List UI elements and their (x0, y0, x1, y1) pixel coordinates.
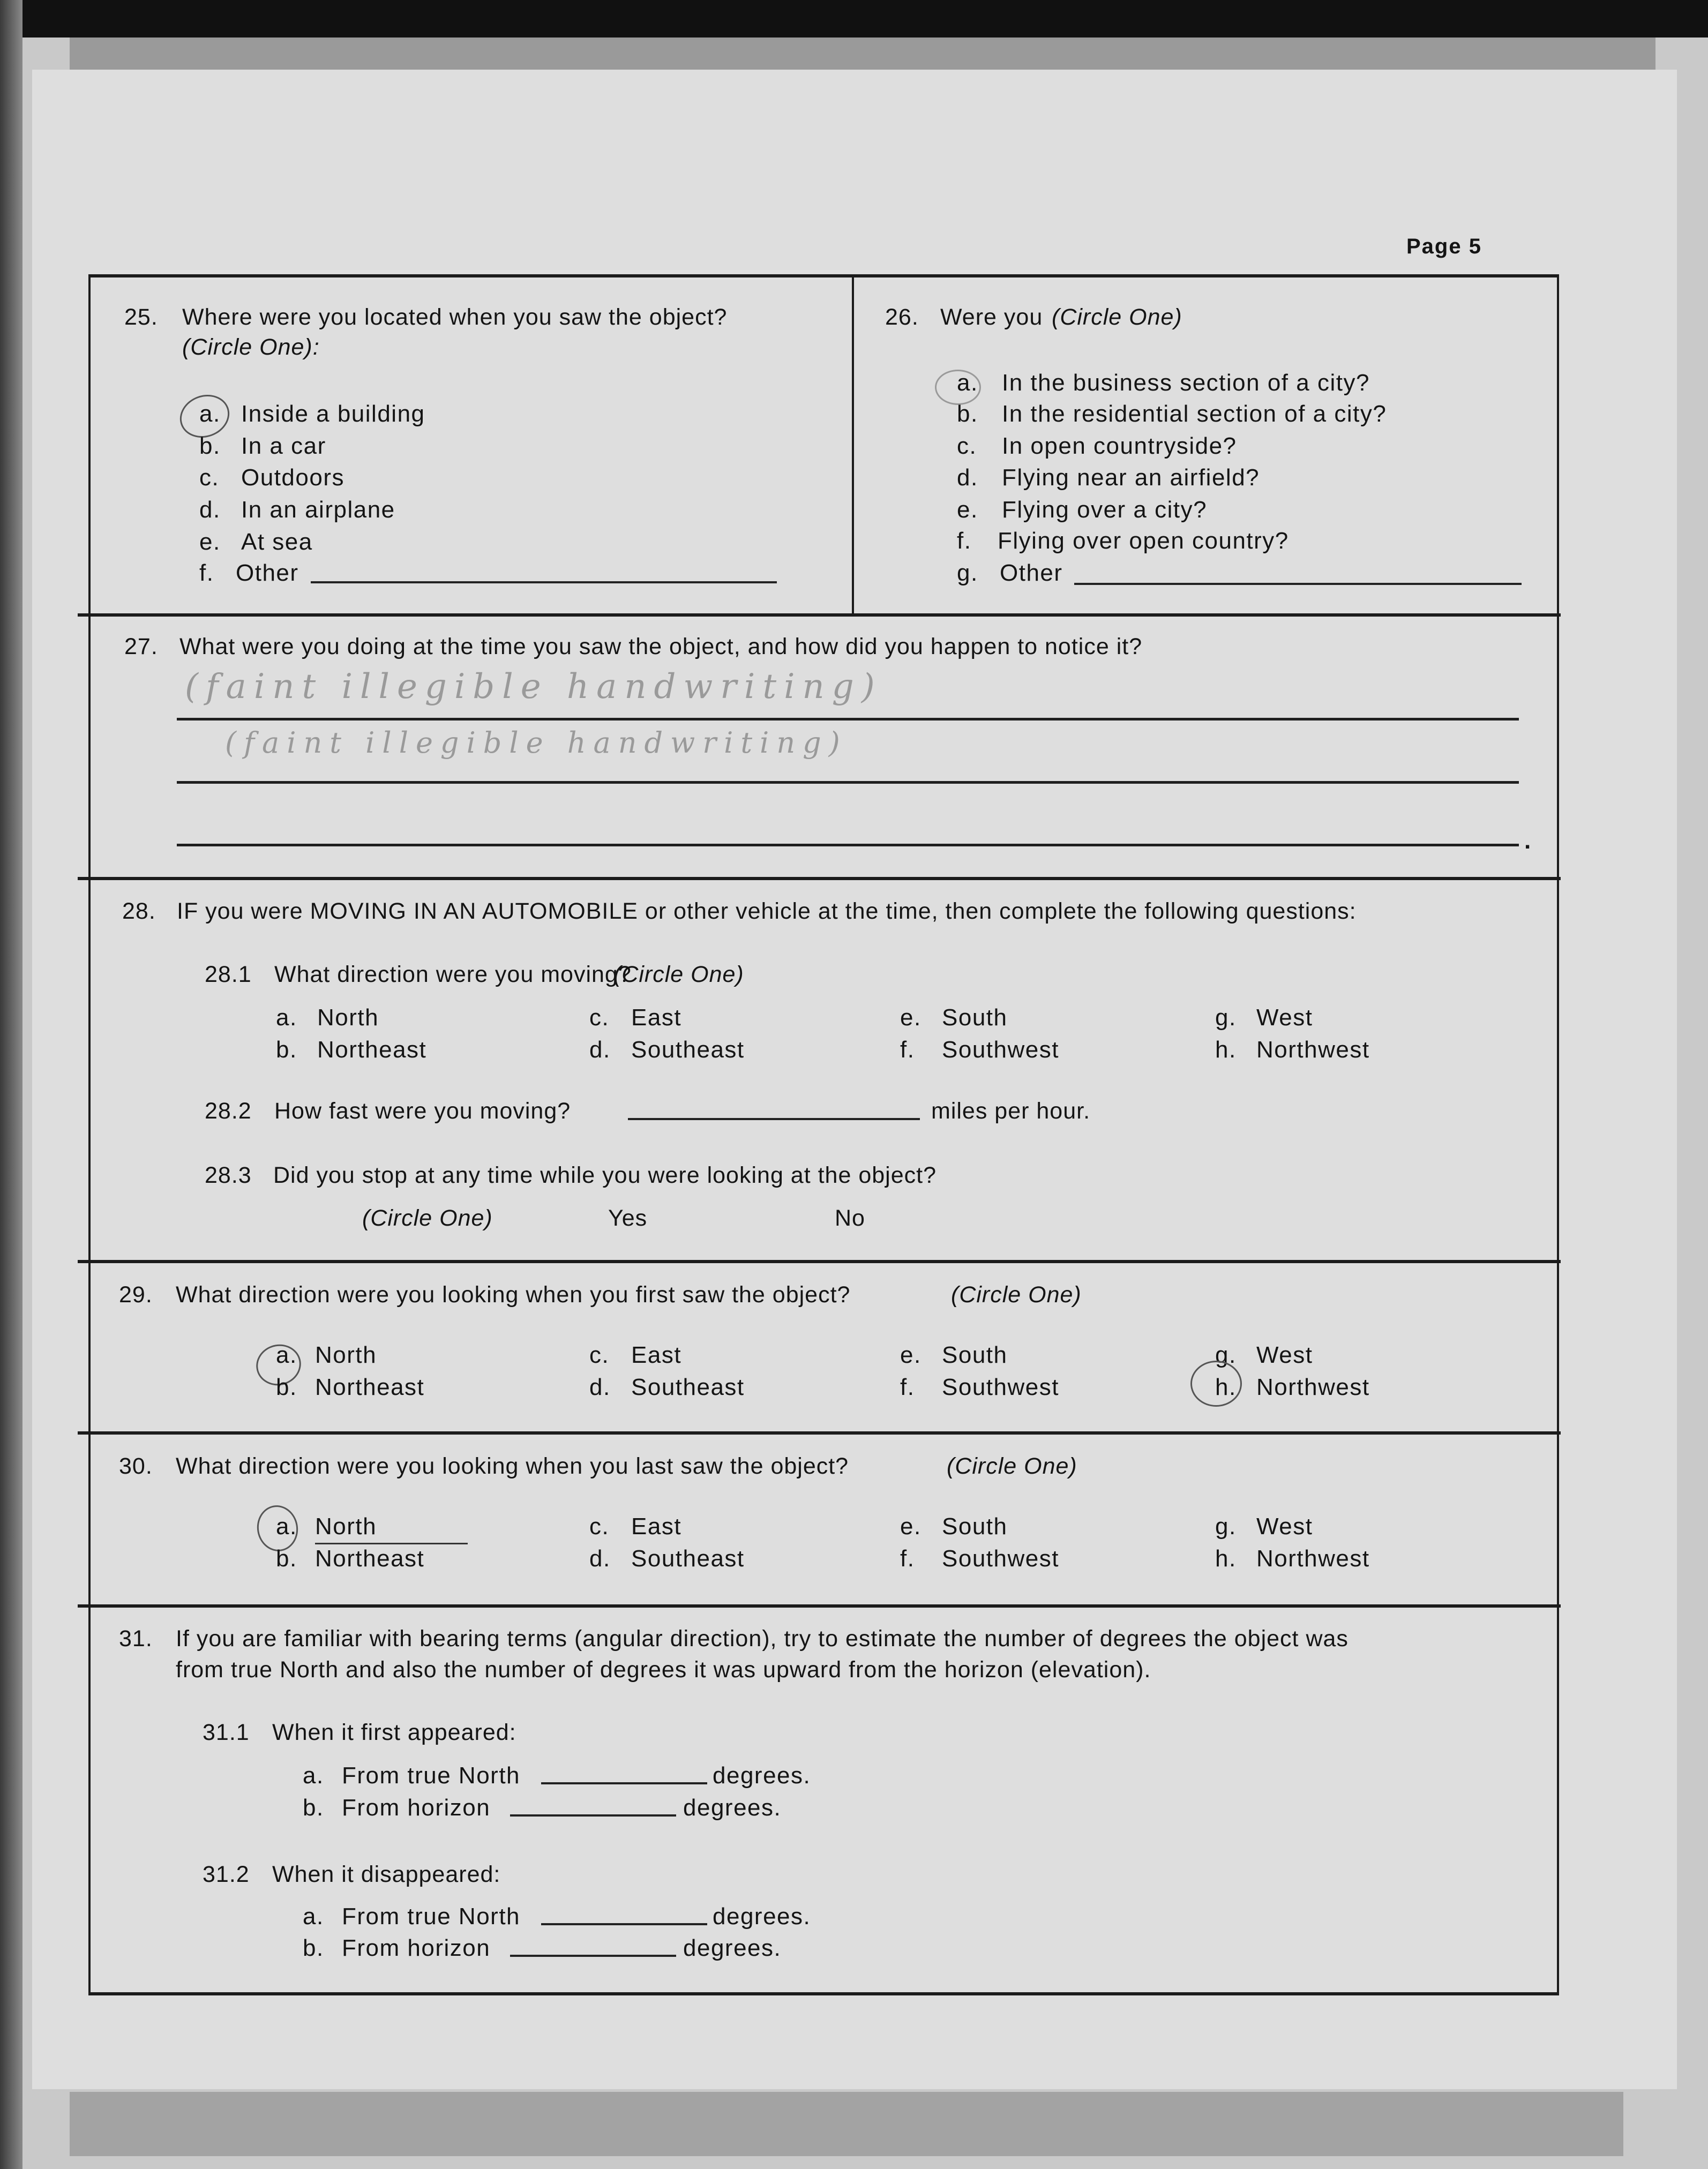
question-number: 30. (119, 1453, 153, 1479)
true-north-label: From true North (342, 1762, 521, 1789)
question-number: 29. (119, 1282, 153, 1308)
option-letter[interactable]: g. (1215, 1513, 1237, 1540)
option-letter[interactable]: c. (957, 433, 977, 459)
option-letter[interactable]: f. (957, 528, 972, 554)
subquestion-number: 28.2 (205, 1098, 252, 1124)
option-letter[interactable]: g. (957, 560, 978, 586)
option-open-countryside[interactable]: In open countryside? (1002, 433, 1237, 459)
circle-one-instruction: (Circle One): (182, 334, 320, 360)
option-yes[interactable]: Yes (608, 1205, 648, 1231)
option-letter[interactable]: h. (1215, 1037, 1237, 1063)
question-text-line-2: from true North and also the number of degrees it was upward from the horizon (elevation). (176, 1657, 1151, 1683)
option-northeast[interactable]: Northeast (315, 1374, 425, 1400)
circle-one-instruction: (Circle One) (951, 1282, 1082, 1308)
option-south[interactable]: South (942, 1342, 1008, 1368)
circle-one-instruction: (Circle One) (1052, 304, 1182, 330)
question-text (177, 898, 1357, 925)
true-north-label: From true North (342, 1903, 521, 1930)
option-south[interactable]: South (942, 1513, 1008, 1540)
horizon-label: From horizon (342, 1795, 491, 1821)
option-letter[interactable]: a. (276, 1004, 297, 1031)
option-flying-near-airfield[interactable]: Flying near an airfield? (1002, 464, 1260, 491)
option-in-an-airplane[interactable]: In an airplane (241, 497, 395, 523)
option-letter[interactable]: e. (900, 1004, 922, 1031)
option-other[interactable]: Other (236, 560, 299, 586)
item-letter: b. (303, 1935, 324, 1961)
option-northwest[interactable]: Northwest (1256, 1545, 1370, 1572)
option-northeast[interactable]: Northeast (315, 1545, 425, 1572)
option-east[interactable]: East (631, 1342, 682, 1368)
subquestion-number: 31.1 (203, 1720, 250, 1745)
page-number: Page 5 (1406, 235, 1482, 258)
option-south[interactable]: South (942, 1004, 1008, 1031)
option-business-section[interactable]: In the business section of a city? (1002, 370, 1370, 396)
option-in-a-car[interactable]: In a car (241, 433, 326, 459)
item-letter: a. (303, 1762, 324, 1789)
option-letter[interactable]: d. (957, 464, 978, 491)
option-letter[interactable]: b. (276, 1037, 297, 1063)
end-mark: . (1524, 828, 1531, 854)
subquestion-number: 28.1 (205, 962, 252, 987)
question-suffix: or other vehicle at the time, then complete the following questions: (638, 898, 1357, 924)
subquestion-text: What direction were you moving? (274, 962, 632, 987)
question-text: What direction were you looking when you last saw the object? (176, 1453, 849, 1479)
option-letter[interactable]: a. (199, 401, 221, 427)
option-letter[interactable]: a. (276, 1342, 297, 1368)
option-north[interactable]: North (317, 1004, 379, 1031)
handwritten-answer-line-1: (faint illegible handwriting) (185, 667, 882, 707)
question-number: 26. (885, 304, 919, 330)
item-letter: a. (303, 1903, 324, 1930)
option-letter[interactable]: e. (900, 1513, 922, 1540)
question-number: 28. (122, 898, 156, 924)
scan-left-edge (0, 0, 23, 2169)
option-at-sea[interactable]: At sea (241, 529, 313, 555)
degrees-unit: degrees. (713, 1903, 811, 1930)
subquestion-text: Did you stop at any time while you were looking at the object? (273, 1162, 937, 1188)
option-letter[interactable]: b. (276, 1374, 297, 1400)
option-east[interactable]: East (631, 1004, 682, 1031)
option-letter[interactable]: c. (589, 1004, 610, 1031)
subquestion-number: 28.3 (205, 1162, 252, 1188)
option-north[interactable]: North (315, 1342, 377, 1368)
option-letter[interactable]: g. (1215, 1342, 1237, 1368)
answer-input-line-3[interactable] (177, 844, 1519, 846)
row-divider (78, 1604, 1561, 1608)
option-letter[interactable]: e. (957, 497, 978, 523)
option-west[interactable]: West (1256, 1513, 1313, 1540)
row-divider (78, 1260, 1561, 1263)
option-letter[interactable]: e. (199, 529, 221, 555)
option-no[interactable]: No (835, 1205, 865, 1231)
horizon-label: From horizon (342, 1935, 491, 1961)
other-input-line[interactable] (311, 581, 777, 583)
option-letter[interactable]: f. (900, 1374, 915, 1400)
option-letter[interactable]: g. (1215, 1004, 1237, 1031)
circle-one-instruction: (Circle One) (947, 1453, 1077, 1479)
option-flying-over-city[interactable]: Flying over a city? (1002, 497, 1208, 523)
row-divider (78, 877, 1561, 880)
subquestion-text: How fast were you moving? (274, 1098, 571, 1124)
question-text: What direction were you looking when you first saw the object? (176, 1282, 851, 1308)
disappear-true-north-degrees-input[interactable] (541, 1923, 707, 1925)
speed-input-line[interactable] (628, 1118, 920, 1120)
question-text-line-1: If you are familiar with bearing terms (angular direction), try to estimate the number of degrees the object was (176, 1626, 1349, 1652)
question-text: Where were you located when you saw the object? (182, 304, 728, 330)
question-text: Were you (940, 304, 1043, 330)
option-letter[interactable]: d. (589, 1037, 611, 1063)
option-southeast[interactable]: Southeast (631, 1037, 745, 1063)
answer-input-line-1[interactable] (177, 718, 1519, 721)
question-number: 31. (119, 1626, 153, 1652)
option-letter[interactable]: e. (900, 1342, 922, 1368)
option-letter[interactable]: a. (957, 370, 978, 396)
question-number: 25. (124, 304, 158, 330)
option-east[interactable]: East (631, 1513, 682, 1540)
column-divider (852, 274, 854, 615)
option-letter[interactable]: c. (589, 1342, 610, 1368)
scan-shadow-band-bottom (70, 2092, 1623, 2156)
row-divider (78, 1431, 1561, 1435)
option-west[interactable]: West (1256, 1004, 1313, 1031)
option-other[interactable]: Other (1000, 560, 1063, 586)
degrees-unit: degrees. (713, 1762, 811, 1789)
question-number: 27. (124, 634, 158, 659)
option-flying-over-open-country[interactable]: Flying over open country? (998, 528, 1289, 554)
option-inside-building[interactable]: Inside a building (241, 401, 425, 427)
degrees-unit: degrees. (683, 1795, 782, 1821)
question-prefix: IF you were (177, 898, 310, 924)
question-emphasis: MOVING IN AN AUTOMOBILE (310, 898, 638, 924)
option-letter[interactable]: f. (900, 1545, 915, 1572)
subquestion-text: When it first appeared: (272, 1720, 516, 1745)
speed-unit-label: miles per hour. (931, 1098, 1091, 1124)
option-letter[interactable]: c. (199, 464, 220, 491)
option-letter[interactable]: c. (589, 1513, 610, 1540)
option-southwest[interactable]: Southwest (942, 1374, 1059, 1400)
option-southwest[interactable]: Southwest (942, 1545, 1059, 1572)
option-residential-section[interactable]: In the residential section of a city? (1002, 401, 1387, 427)
answer-input-line-2[interactable] (177, 781, 1519, 784)
option-letter[interactable]: d. (589, 1374, 611, 1400)
subquestion-text: When it disappeared: (272, 1862, 501, 1887)
option-northwest[interactable]: Northwest (1256, 1374, 1370, 1400)
hand-drawn-underline (315, 1543, 468, 1544)
degrees-unit: degrees. (683, 1935, 782, 1961)
row-divider (78, 613, 1561, 617)
option-north[interactable]: North (315, 1513, 377, 1540)
option-southwest[interactable]: Southwest (942, 1037, 1059, 1063)
option-northwest[interactable]: Northwest (1256, 1037, 1370, 1063)
option-southeast[interactable]: Southeast (631, 1374, 745, 1400)
circle-one-instruction: (Circle One) (613, 962, 744, 987)
option-letter[interactable]: b. (199, 433, 221, 459)
other-input-line[interactable] (1074, 583, 1522, 585)
option-letter[interactable]: f. (900, 1037, 915, 1063)
option-letter[interactable]: b. (957, 401, 978, 427)
option-letter[interactable]: a. (276, 1513, 297, 1540)
option-west[interactable]: West (1256, 1342, 1313, 1368)
first-horizon-degrees-input[interactable] (510, 1814, 676, 1817)
option-southeast[interactable]: Southeast (631, 1545, 745, 1572)
item-letter: b. (303, 1795, 324, 1821)
option-letter[interactable]: d. (589, 1545, 611, 1572)
circle-one-instruction: (Circle One) (362, 1205, 493, 1231)
option-letter[interactable]: h. (1215, 1545, 1237, 1572)
option-letter[interactable]: d. (199, 497, 221, 523)
option-outdoors[interactable]: Outdoors (241, 464, 344, 491)
first-true-north-degrees-input[interactable] (541, 1782, 707, 1784)
handwritten-answer-line-2: (faint illegible handwriting) (225, 726, 848, 760)
disappear-horizon-degrees-input[interactable] (510, 1955, 676, 1957)
option-letter[interactable]: h. (1215, 1374, 1237, 1400)
question-text: What were you doing at the time you saw the object, and how did you happen to notice it? (179, 634, 1143, 659)
option-northeast[interactable]: Northeast (317, 1037, 427, 1063)
subquestion-number: 31.2 (203, 1862, 250, 1887)
option-letter[interactable]: f. (199, 560, 214, 586)
scan-top-edge (0, 0, 1708, 37)
option-letter[interactable]: b. (276, 1545, 297, 1572)
